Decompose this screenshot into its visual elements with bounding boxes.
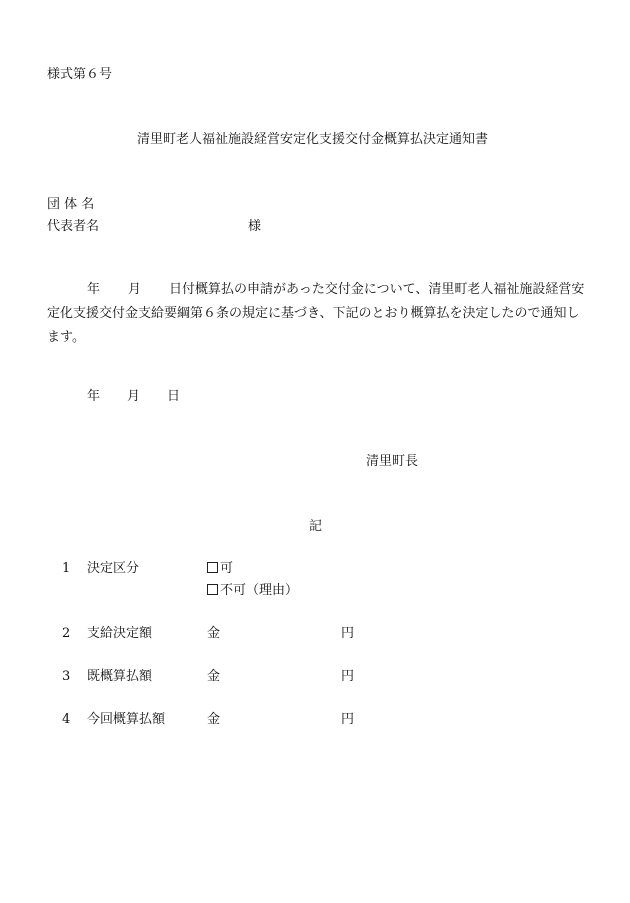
item-label-decision-category: 決定区分 xyxy=(87,561,140,576)
checkbox-icon[interactable] xyxy=(207,562,218,573)
item-number: 1 xyxy=(62,561,71,576)
issuer: 清里町長 xyxy=(366,454,419,469)
date-year: 年 xyxy=(87,389,101,404)
form-number: 様式第６号 xyxy=(47,67,113,82)
ki-heading: 記 xyxy=(309,519,323,534)
body-text-line1: 日付概算払の申請があった交付金について、清里町老人福祉施設経営 xyxy=(169,282,572,297)
amount-unit: 円 xyxy=(341,669,355,684)
amount-prefix: 金 xyxy=(207,669,221,684)
document-title: 清里町老人福祉施設経営安定化支援交付金概算払決定通知書 xyxy=(137,132,489,147)
item-number: 4 xyxy=(62,712,71,727)
item-number: 3 xyxy=(62,669,71,684)
amount-unit: 円 xyxy=(341,626,355,641)
org-name-label: 団 体 名 xyxy=(47,197,95,212)
honorific-sama: 様 xyxy=(248,219,262,234)
body-year: 年 xyxy=(87,282,101,297)
amount-prefix: 金 xyxy=(207,712,221,727)
option-approve[interactable]: 可 xyxy=(207,561,233,577)
item-label-current-payment: 今回概算払額 xyxy=(87,712,166,727)
amount-unit: 円 xyxy=(341,712,355,727)
option-disapprove[interactable]: 不可（理由） xyxy=(207,583,298,599)
item-number: 2 xyxy=(62,626,71,641)
date-month: 月 xyxy=(127,389,141,404)
date-day: 日 xyxy=(167,389,181,404)
body-paragraph xyxy=(47,278,587,350)
item-label-prior-payment: 既概算払額 xyxy=(87,669,153,684)
item-label-payment-amount: 支給決定額 xyxy=(87,626,153,641)
body-month: 月 xyxy=(128,282,142,297)
representative-label: 代表者名 xyxy=(47,219,100,234)
body-text-rest: 安定化支援交付金支給要綱第６条の規定に基づき、下記のとおり概算払を決定したので通知します。 xyxy=(47,282,585,345)
checkbox-icon[interactable] xyxy=(207,584,218,595)
amount-prefix: 金 xyxy=(207,626,221,641)
